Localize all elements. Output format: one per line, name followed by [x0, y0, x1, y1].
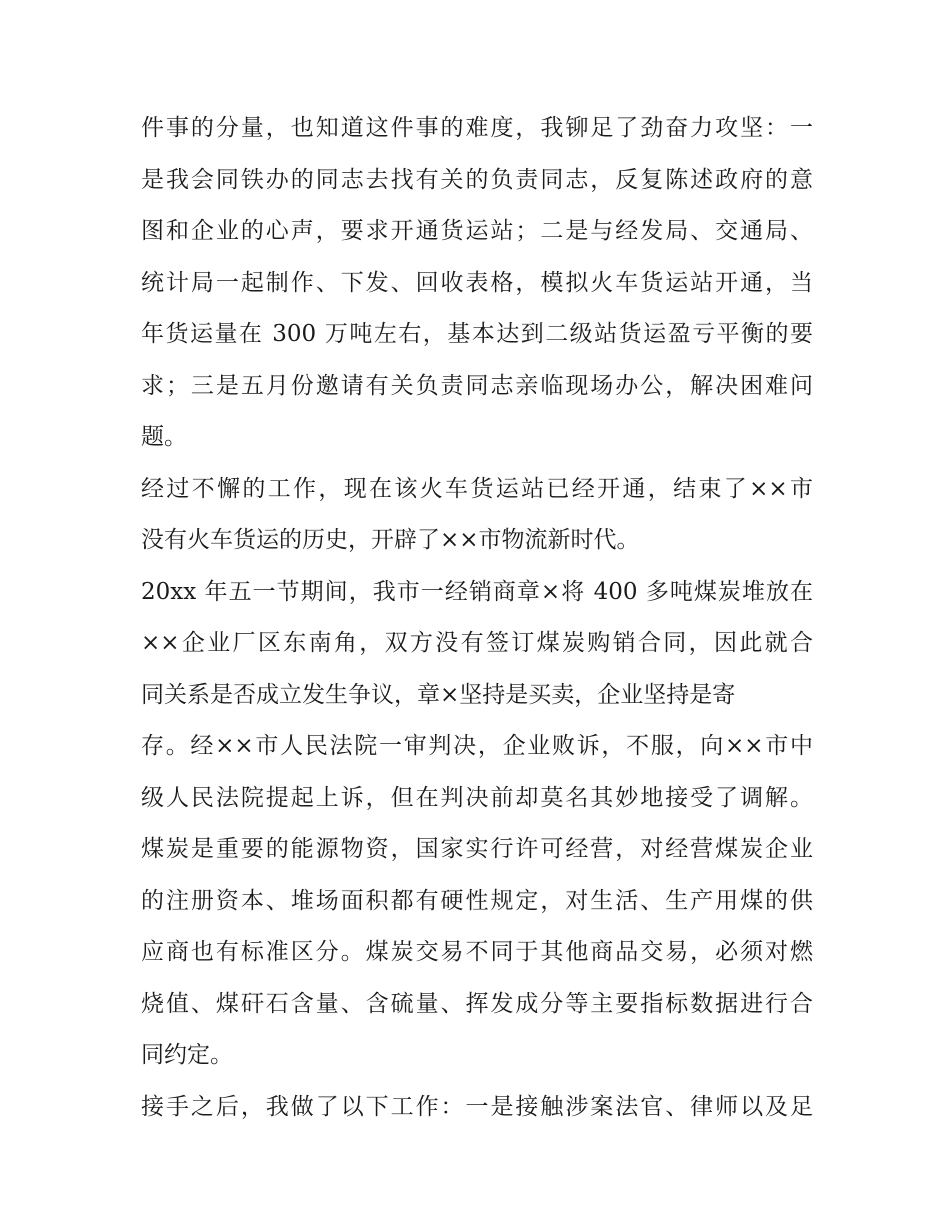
text-line: 级人民法院提起上诉，但在判决前却莫名其妙地接受了调解。 [141, 784, 813, 811]
text-line: 的注册资本、堆场面积都有硬性规定，对生活、生产用煤的供 [141, 887, 813, 914]
text-line: 求；三是五月份邀请有关负责同志亲临现场办公，解决困难问 [141, 372, 813, 399]
text-line: 经过不懈的工作，现在该火车货运站已经开通，结束了××市 [141, 475, 813, 502]
text-line: 烧值、煤矸石含量、含硫量、挥发成分等主要指标数据进行合 [141, 990, 813, 1017]
text-line: 年货运量在 300 万吨左右，基本达到二级站货运盈亏平衡的要 [141, 321, 813, 347]
text-line: 没有火车货运的历史，开辟了××市物流新时代。 [141, 527, 640, 553]
body-text [141, 103, 813, 1133]
text-line: 统计局一起制作、下发、回收表格，模拟火车货运站开通，当 [141, 269, 813, 296]
text-line: 接手之后，我做了以下工作：一是接触涉案法官、律师以及足 [141, 1093, 813, 1120]
text-line: 题。 [141, 424, 187, 450]
text-line: 应商也有标准区分。煤炭交易不同于其他商品交易，必须对燃 [141, 939, 813, 965]
text-line: 同约定。 [141, 1042, 233, 1068]
text-line: 20xx 年五一节期间，我市一经销商章×将 400 多吨煤炭堆放在 [141, 578, 813, 605]
text-line: 图和企业的心声，要求开通货运站；二是与经发局、交通局、 [141, 218, 813, 244]
text-line: 是我会同铁办的同志去找有关的负责同志，反复陈述政府的意 [141, 166, 813, 193]
text-line: 存。经××市人民法院一审判决，企业败诉，不服，向××市中 [141, 733, 813, 759]
text-line: 件事的分量，也知道这件事的难度，我铆足了劲奋力攻坚：一 [141, 115, 813, 141]
text-line: ××企业厂区东南角，双方没有签订煤炭购销合同，因此就合 [141, 630, 813, 656]
text-line: 煤炭是重要的能源物资，国家实行许可经营，对经营煤炭企业 [141, 836, 813, 862]
text-line: 同关系是否成立发生争议，章×坚持是买卖，企业坚持是寄 [141, 681, 736, 708]
